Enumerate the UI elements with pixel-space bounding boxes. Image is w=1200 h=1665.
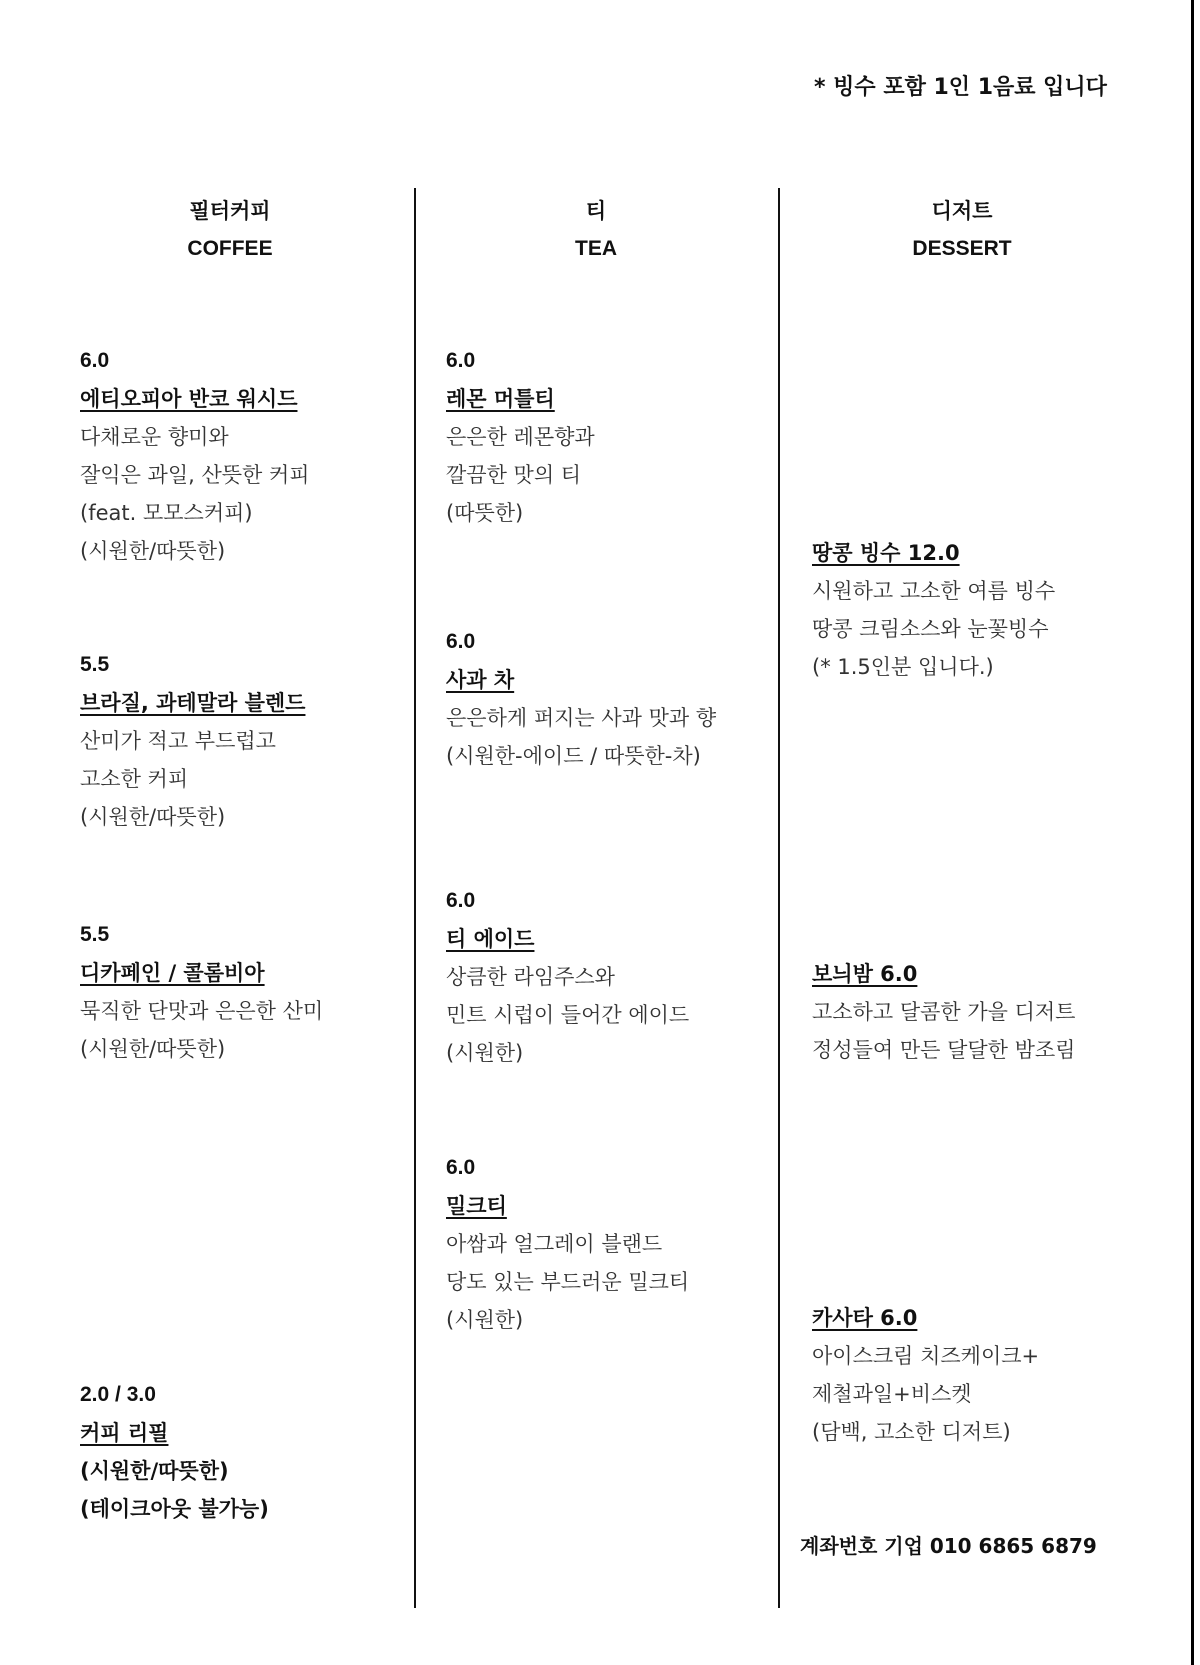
item-name: 티 에이드 bbox=[446, 927, 535, 951]
menu-note: * 빙수 포함 1인 1음료 입니다 bbox=[814, 75, 1107, 100]
menu-item-dessert-bonibam bbox=[812, 955, 1075, 1069]
item-desc: 고소한 커피 bbox=[80, 767, 189, 791]
item-name: 밀크티 bbox=[446, 1194, 507, 1218]
menu-item-coffee-ethiopia bbox=[80, 342, 310, 570]
item-desc: (시원한) bbox=[446, 1308, 524, 1332]
item-desc: 잘익은 과일, 산뜻한 커피 bbox=[80, 463, 310, 487]
page-edge-line bbox=[1191, 0, 1194, 1665]
item-desc: (담백, 고소한 디저트) bbox=[812, 1420, 1011, 1444]
column-header-en: COFFEE bbox=[187, 237, 273, 260]
menu-item-tea-milk-tea bbox=[446, 1149, 689, 1339]
item-desc: 정성들여 만든 달달한 밤조림 bbox=[812, 1038, 1076, 1062]
item-desc: (시원한/따뜻한) bbox=[80, 1037, 226, 1061]
item-price: 5.5 bbox=[80, 923, 110, 946]
item-price: 6.0 bbox=[446, 1156, 476, 1179]
item-desc: 고소하고 달콤한 가을 디저트 bbox=[812, 1000, 1076, 1024]
menu-item-coffee-brazil-blend bbox=[80, 646, 305, 836]
item-desc: 당도 있는 부드러운 밀크티 bbox=[446, 1270, 690, 1294]
item-desc: (시원한) bbox=[446, 1041, 524, 1065]
item-price: 6.0 bbox=[446, 349, 476, 372]
item-desc: 제철과일+비스켓 bbox=[812, 1382, 972, 1406]
item-desc: 아이스크림 치즈케이크+ bbox=[812, 1344, 1040, 1368]
column-header-en: DESSERT bbox=[912, 237, 1012, 260]
item-desc: 땅콩 크림소스와 눈꽃빙수 bbox=[812, 617, 1049, 641]
item-desc: 아쌈과 얼그레이 블랜드 bbox=[446, 1232, 663, 1256]
item-name: 커피 리필 bbox=[80, 1421, 169, 1445]
item-desc: (테이크아웃 불가능) bbox=[80, 1497, 269, 1521]
item-desc: 묵직한 단맛과 은은한 산미 bbox=[80, 999, 324, 1023]
item-desc: 민트 시럽이 들어간 에이드 bbox=[446, 1003, 690, 1027]
column-header-ko: 디저트 bbox=[931, 199, 993, 223]
item-desc: (시원한/따뜻한) bbox=[80, 539, 226, 563]
menu-item-coffee-refill bbox=[80, 1376, 269, 1528]
item-name: 디카페인 / 콜롬비아 bbox=[80, 961, 265, 985]
menu-item-tea-ade bbox=[446, 882, 689, 1072]
item-desc: (feat. 모모스커피) bbox=[80, 501, 253, 525]
item-name: 카사타 6.0 bbox=[812, 1306, 918, 1330]
item-name: 레몬 머틀티 bbox=[446, 387, 555, 411]
item-name: 땅콩 빙수 12.0 bbox=[812, 541, 960, 565]
item-price: 6.0 bbox=[80, 349, 110, 372]
item-price: 2.0 / 3.0 bbox=[80, 1383, 156, 1406]
item-price: 6.0 bbox=[446, 889, 476, 912]
item-name: 사과 차 bbox=[446, 668, 515, 692]
item-name: 에티오피아 반코 워시드 bbox=[80, 387, 298, 411]
item-name: 브라질, 과테말라 블렌드 bbox=[80, 691, 306, 715]
column-header-ko: 티 bbox=[585, 199, 607, 223]
item-desc: 은은한 레몬향과 bbox=[446, 425, 595, 449]
column-header-ko: 필터커피 bbox=[189, 199, 271, 223]
menu-item-coffee-decaf bbox=[80, 916, 323, 1068]
item-desc: 시원하고 고소한 여름 빙수 bbox=[812, 579, 1056, 603]
menu-item-dessert-cassata bbox=[812, 1299, 1039, 1451]
item-desc: 은은하게 퍼지는 사과 맛과 향 bbox=[446, 706, 717, 730]
column-header-en: TEA bbox=[575, 237, 617, 260]
column-header-dessert bbox=[812, 192, 1112, 268]
item-desc: 산미가 적고 부드럽고 bbox=[80, 729, 276, 753]
column-header-tea bbox=[446, 192, 746, 268]
item-desc: 다채로운 향미와 bbox=[80, 425, 229, 449]
item-desc: (시원한/따뜻한) bbox=[80, 1459, 229, 1483]
menu-item-dessert-peanut-bingsu bbox=[812, 534, 1055, 686]
item-price: 5.5 bbox=[80, 653, 110, 676]
item-desc: (따뜻한) bbox=[446, 501, 524, 525]
column-header-coffee bbox=[80, 192, 380, 268]
column-divider-2 bbox=[778, 188, 780, 1608]
account-number: 계좌번호 기업 010 6865 6879 bbox=[800, 1534, 1097, 1558]
item-name: 보늬밤 6.0 bbox=[812, 962, 918, 986]
item-desc: 상큼한 라임주스와 bbox=[446, 965, 615, 989]
item-desc: (시원한-에이드 / 따뜻한-차) bbox=[446, 744, 701, 768]
menu-item-tea-apple bbox=[446, 623, 716, 775]
item-desc: (시원한/따뜻한) bbox=[80, 805, 226, 829]
column-divider-1 bbox=[414, 188, 416, 1608]
item-price: 6.0 bbox=[446, 630, 476, 653]
item-desc: (* 1.5인분 입니다.) bbox=[812, 655, 994, 679]
menu-item-tea-lemon-myrtle bbox=[446, 342, 595, 532]
item-desc: 깔끔한 맛의 티 bbox=[446, 463, 582, 487]
